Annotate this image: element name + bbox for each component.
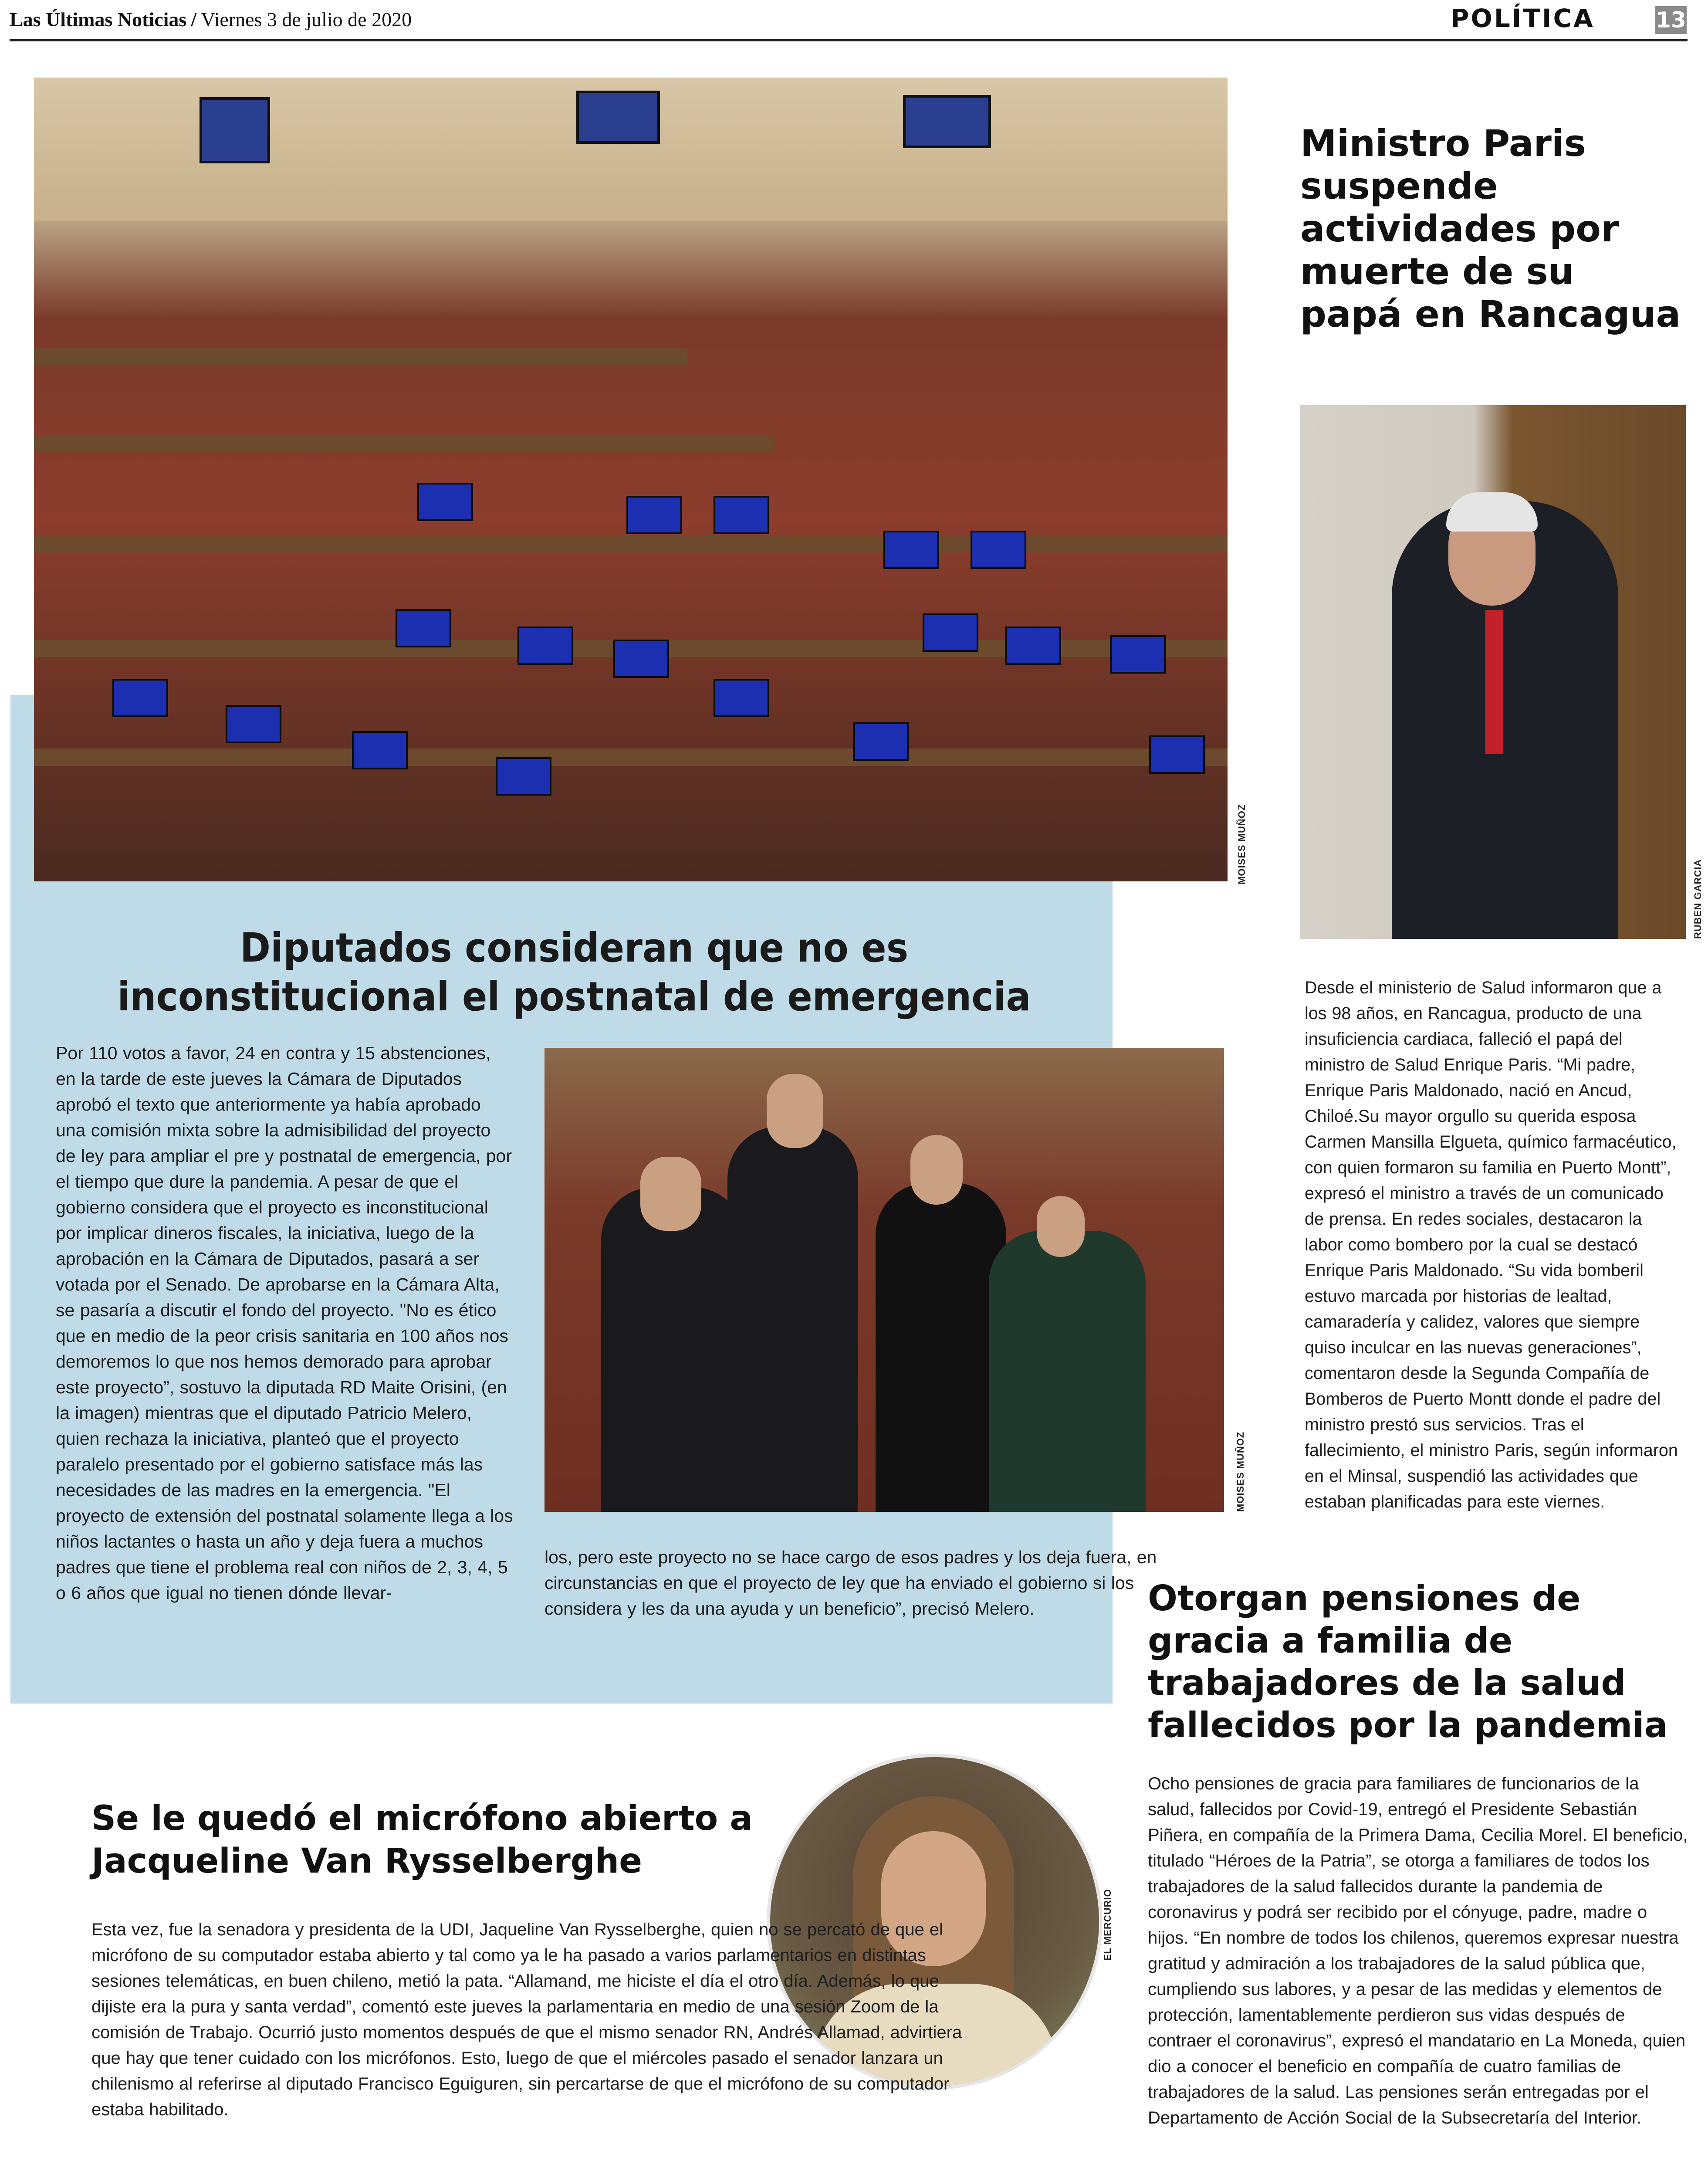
deputies-photo (545, 1048, 1224, 1512)
microfono-body: Esta vez, fue la senadora y presidenta de la UDI, Jaqueline Van Rysselberghe, quien no se percató de que el micrófono de su computador estaba abierto y tal como ya le ha pasado a varios parlamentarios en distintas sesiones telemáticas, en buen chileno, metió la pata. “Allamand, me hiciste el día el otro día. Además, lo que dijiste era la pura y santa verdad”, comentó este jueves la parlamentaria en medio de una sesión Zoom de la comisión de Trabajo. Ocurrió justo momentos después de que el mismo senador RN, Andrés Allamad, advirtiera que hay que tener cuidado con los micrófonos. Esto, luego de que el miércoles pasado el senador lanzara un chilenismo al referirse al diputado Francisco Eguiguren, sin percartarse de que el micrófono de su computador estaba habilitado. (91, 1920, 962, 2119)
chamber-photo-credit: MOISES MUÑOZ (1236, 804, 1247, 884)
diputados-body-part2: los, pero este proyecto no se hace cargo de esos padres y los deja fuera, en circunstancias en que el proyecto de ley que ha enviado el gobierno si los considera y les da una ayuda y un beneficio”, precisó Melero. (545, 1547, 1157, 1619)
issue-date: Viernes 3 de julio de 2020 (201, 8, 412, 30)
pensiones-headline: Otorgan pensiones de gracia a familia de trabajadores de la salud fallecidos por la pandemia (1148, 1578, 1668, 1745)
publication-name: Las Últimas Noticias (10, 8, 187, 30)
paris-headline: Ministro Paris suspende actividades por muerte de su papá en Rancagua (1300, 122, 1681, 335)
diputados-headline: Diputados consideran que no es inconstitucional el postnatal de emergencia (117, 925, 1031, 1020)
diputados-body-part1: Por 110 votos a favor, 24 en contra y 15 abstenciones, en la tarde de este jueves la Cámara de Diputados aprobó el texto que anteriormente ya había aprobado una comisión mixta sobre la admisibilidad del proyecto de ley para ampliar el pre y postnatal de emergencia, por el tiempo que dure la pandemia. A pesar de que el gobierno considera que el proyecto es inconstitucional por implicar dineros fiscales, la iniciativa, luego de la aprobación en la Cámara de Diputados, pasará a ser votada por el Senado. De aprobarse en la Cámara Alta, se pasaría a discutir el fondo del proyecto. "No es ético que en medio de la peor crisis sanitaria en 100 años nos demoremos lo que nos hemos demorado para aprobar este proyecto”, sostuvo la diputada RD Maite Orisini, (en la imagen) mientras que el diputado Patricio Melero, quien rechaza la iniciativa, planteó que el proyecto paralelo presentado por el gobierno satisface más las necesidades de las madres en la emergencia. "El proyecto de extensión del postnatal solamente llega a los niños lactantes o hasta un año y deja fuera a muchos padres que tiene el problema real con niños de 2, 3, 4, 5 o 6 años que igual no tienen dónde llevar- (56, 1043, 513, 1603)
header-rule (10, 39, 1688, 41)
masthead-separator: / (191, 8, 197, 30)
microfono-headline: Se le quedó el micrófono abierto a Jacqueline Van Rysselberghe (91, 1799, 753, 1881)
chamber-photo (34, 78, 1228, 881)
van-rysselberghe-photo-credit: EL MERCURIO (1102, 1889, 1113, 1961)
paris-body: Desde el ministerio de Salud informaron que a los 98 años, en Rancagua, producto de una insuficiencia cardiaca, falleció el papá del ministro de Salud Enrique Paris. “Mi padre, Enrique Paris Maldonado, nació en Ancud, Chiloé.Su mayor orgullo su querida esposa Carmen Mansilla Elgueta, químico farmacéutico, con quien formaron su familia en Puerto Montt”, expresó el ministro a través de un comunicado de prensa. En redes sociales, destacaron la labor como bombero por la cual se destacó Enrique Paris Maldonado. “Su vida bomberil estuvo marcada por historias de lealtad, camaradería y calidez, valores que siempre quiso inculcar en las nuevas generaciones”, comentaron desde la Segunda Compañía de Bomberos de Puerto Montt donde el padre del ministro prestó sus servicios. Tras el fallecimiento, el ministro Paris, según informaron en el Minsal, suspendió las actividades que estaban planificadas para este viernes. (1305, 978, 1678, 1511)
paris-photo (1300, 405, 1686, 939)
masthead (10, 8, 412, 31)
paris-photo-credit: RUBEN GARCIA (1692, 859, 1703, 939)
section-title: POLÍTICA (1451, 3, 1595, 33)
page-number: 13 (1655, 6, 1687, 34)
deputies-photo-credit: MOISES MUÑOZ (1235, 1431, 1246, 1512)
pensiones-body: Ocho pensiones de gracia para familiares de funcionarios de la salud, fallecidos por Covid-19, entregó el Presidente Sebastián Piñera, en compañía de la Primera Dama, Cecilia Morel. El beneficio, titulado “Héroes de la Patria”, se otorga a familiares de todos los trabajadores de la salud fallecidos durante la pandemia de coronavirus y podrá ser recibido por el cónyuge, padre, madre o hijos. “En nombre de todos los chilenos, queremos expresar nuestra gratitud y admiración a los trabajadores de la salud pública que, cumpliendo sus labores, y a pesar de las medidas y elementos de protección, lamentablemente perdieron sus vidas después de contraer el coronavirus”, expresó el mandatario en La Moneda, quien dio a conocer el beneficio en compañía de cuatro familias de trabajadores de la salud. Las pensiones serán entregadas por el Departamento de Acción Social de la Subsecretaría del Interior. (1148, 1774, 1688, 2127)
